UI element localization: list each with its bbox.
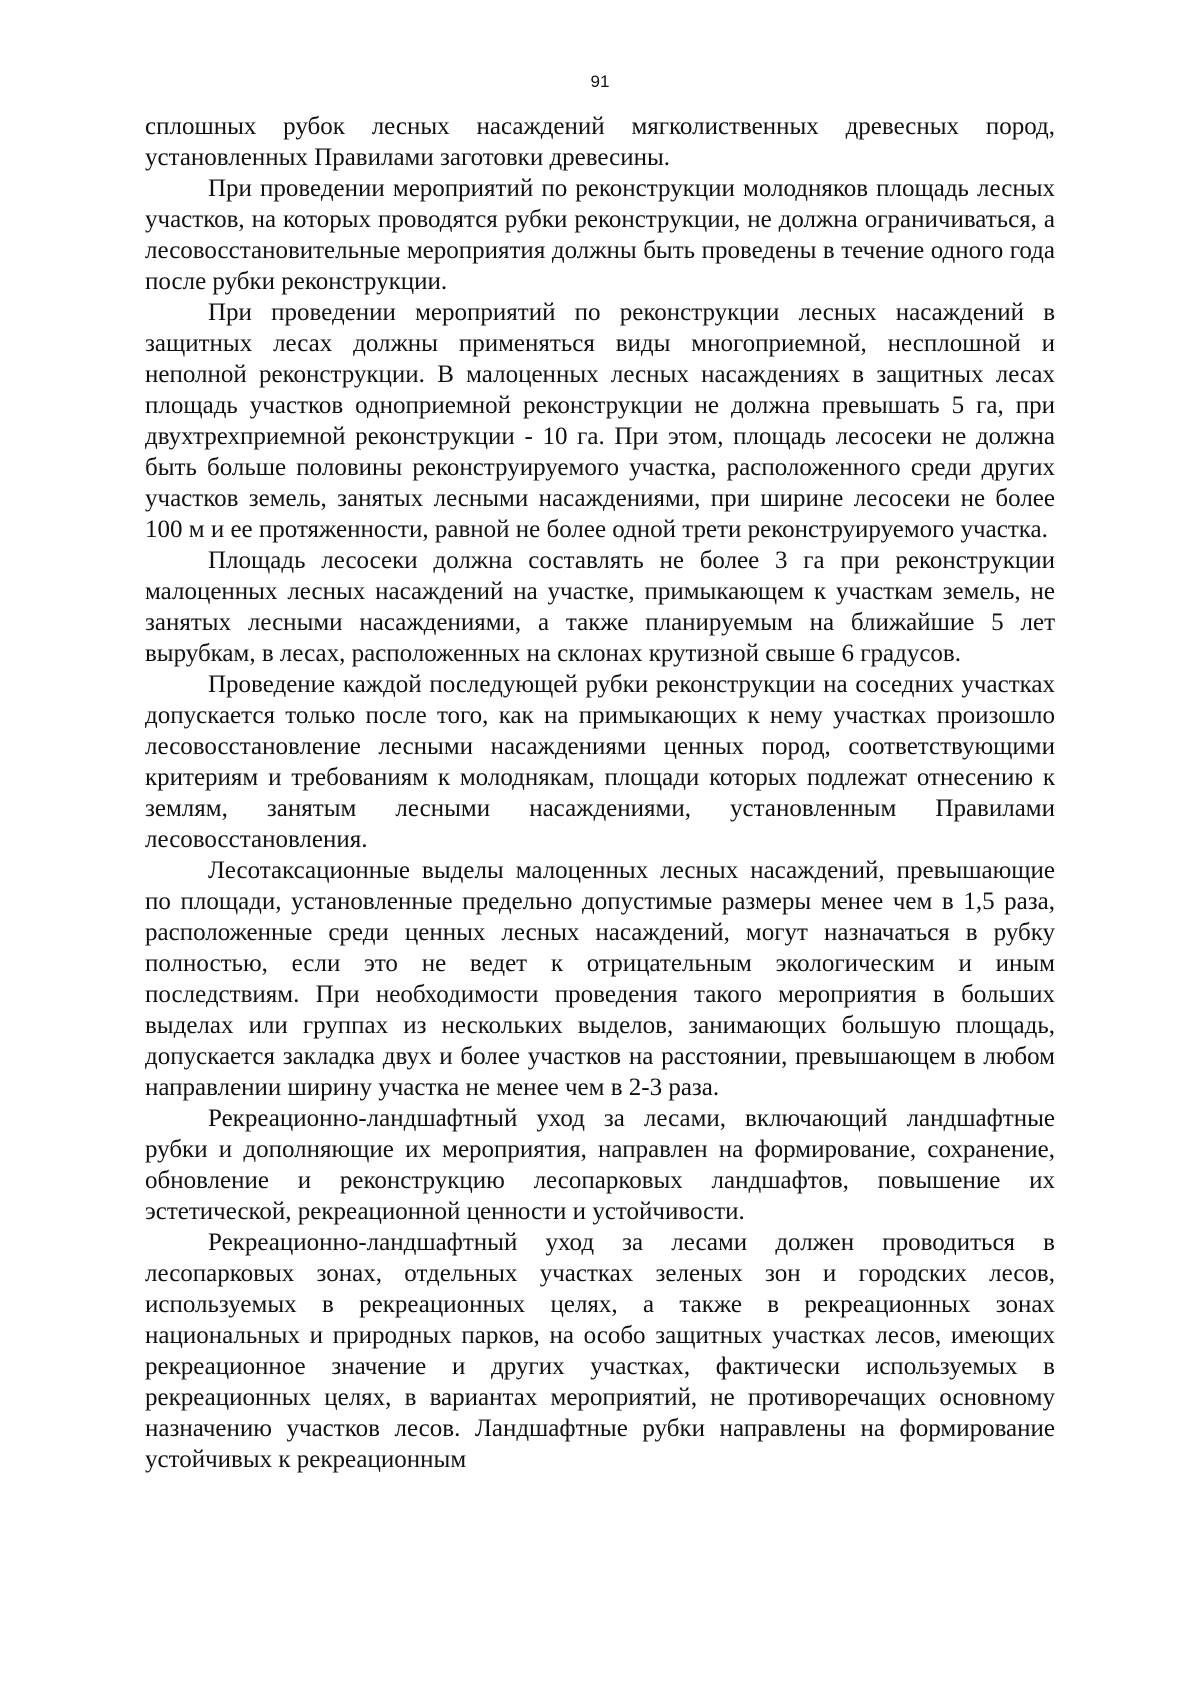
- paragraph: При проведении мероприятий по реконструкции лесных насаждений в защитных лесах должны применяться виды многоприемной, несплошной и неполной реконструкции. В малоценных лесных насаждениях в защитных лесах площадь участков одноприемной реконструкции не должна превышать 5 га, при двухтрехприемной реконструкции - 10 га. При этом, площадь лесосеки не должна быть больше половины реконструируемого участка, расположенного среди других участков земель, занятых лесными насаждениями, при ширине лесосеки не более 100 м и ее протяженности, равной не более одной трети реконструируемого участка.: [145, 299, 1055, 543]
- document-body: [145, 111, 1055, 1475]
- paragraph: Площадь лесосеки должна составлять не более 3 га при реконструкции малоценных лесных насаждений на участке, примыкающем к участкам земель, не занятых лесными насаждениями, а также планируемым на ближайшие 5 лет вырубкам, в лесах, расположенных на склонах крутизной свыше 6 градусов.: [145, 547, 1055, 667]
- paragraph-continuation: сплошных рубок лесных насаждений мягколиственных древесных пород, установленных Правилами заготовки древесины.: [145, 113, 1055, 171]
- paragraph: При проведении мероприятий по реконструкции молодняков площадь лесных участков, на которых проводятся рубки реконструкции, не должна ограничиваться, а лесовосстановительные мероприятия должны быть проведены в течение одного года после рубки реконструкции.: [145, 175, 1055, 295]
- paragraph: Рекреационно-ландшафтный уход за лесами должен проводиться в лесопарковых зонах, отдельных участках зеленых зон и городских лесов, используемых в рекреационных целях, а также в рекреационных зонах национальных и природных парков, на особо защитных участках лесов, имеющих рекреационное значение и других участках, фактически используемых в рекреационных целях, в вариантах мероприятий, не противоречащих основному назначению участков лесов. Ландшафтные рубки направлены на формирование устойчивых к рекреационным: [145, 1229, 1055, 1473]
- paragraph: Лесотаксационные выделы малоценных лесных насаждений, превышающие по площади, установленные предельно допустимые размеры менее чем в 1,5 раза, расположенные среди ценных лесных насаждений, могут назначаться в рубку полностью, если это не ведет к отрицательным экологическим и иным последствиям. При необходимости проведения такого мероприятия в больших выделах или группах из нескольких выделов, занимающих большую площадь, допускается закладка двух и более участков на расстоянии, превышающем в любом направлении ширину участка не менее чем в 2-3 раза.: [145, 857, 1055, 1101]
- page-number: 91: [590, 72, 610, 91]
- paragraph: Проведение каждой последующей рубки реконструкции на соседних участках допускается только после того, как на примыкающих к нему участках произошло лесовосстановление лесными насаждениями ценных пород, соответствующими критериям и требованиям к молоднякам, площади которых подлежат отнесению к землям, занятым лесными насаждениями, установленным Правилами лесовосстановления.: [145, 671, 1055, 853]
- paragraph: Рекреационно-ландшафтный уход за лесами, включающий ландшафтные рубки и дополняющие их мероприятия, направлен на формирование, сохранение, обновление и реконструкцию лесопарковых ландшафтов, повышение их эстетической, рекреационной ценности и устойчивости.: [145, 1105, 1055, 1225]
